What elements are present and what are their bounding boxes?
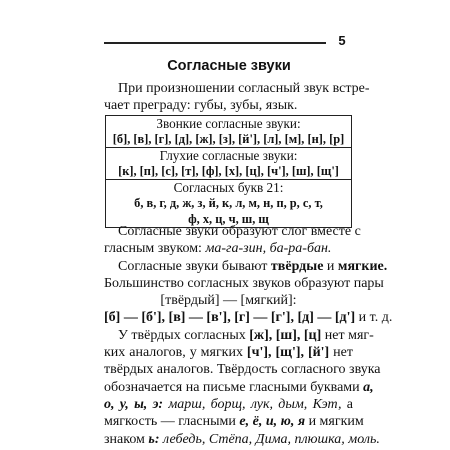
letters-cell <box>106 180 352 228</box>
pairs-tail: и т. д. <box>355 310 393 326</box>
section-title: Согласные звуки <box>167 58 291 74</box>
voiceless-row <box>106 148 352 180</box>
para1-line-2 <box>104 240 353 257</box>
intro-line-1: При произношении согласный звук встре- <box>118 81 370 96</box>
para3-line-7 <box>104 431 380 448</box>
para3-line-3: твёрдых аналогов. Твёрдость согласного звука <box>104 362 381 378</box>
letters-line-2: ф, х, ц, ч, ш, щ <box>188 211 269 226</box>
hard-only-sounds: [ж], [ш], [ц] <box>249 327 322 343</box>
para3-text: У твёрдых согласных <box>118 327 250 343</box>
soft-vowel-letters: е, ё, и, ю, я <box>239 414 306 430</box>
voiceless-cell <box>106 148 352 180</box>
voiceless-label: Глухие согласные звуки: <box>159 148 298 164</box>
soft-sign: ь: <box>148 431 160 447</box>
para3-line-2 <box>104 344 353 361</box>
voiced-label: Звонкие согласные звуки: <box>156 116 301 131</box>
intro-line-2: чает преграду: губы, зубы, язык. <box>104 98 298 114</box>
para3-text: мягкость — гласными <box>104 414 240 430</box>
para3-text: ких аналогов, у мягких <box>104 345 247 361</box>
hard-examples: марш, борщ, лук, дым, Кэт, <box>163 396 342 412</box>
hard-vowel-letters: о, у, ы, э: <box>104 396 164 412</box>
letters-label: Согласных букв 21: <box>173 180 284 196</box>
para3-line-1 <box>104 327 374 344</box>
para2-and: и <box>323 258 338 274</box>
hard-vowel-letters: а, <box>363 379 374 395</box>
voiceless-sounds: [к], [п], [с], [т], [ф], [х], [ц], [ч'], [ш], [щ'] <box>118 163 339 178</box>
term-hard: твёрдые <box>270 258 324 274</box>
para1-example: ма-га-зин, ба-ра-бан. <box>205 241 332 257</box>
para3-text: а <box>341 396 353 412</box>
para3-text: и мягким <box>305 414 364 430</box>
para1-text: гласным звуком: <box>104 241 206 257</box>
voiced-row <box>106 116 352 148</box>
soft-examples: лебедь, Стёпа, Дима, плюшка, моль. <box>159 431 380 447</box>
para3-text: обозначается на письме гласными буквами <box>104 379 364 395</box>
para3-line-4 <box>104 379 374 396</box>
para2-line-1 <box>104 258 388 275</box>
para2-text: Согласные звуки бывают <box>118 258 271 274</box>
body-text <box>104 223 393 448</box>
soft-only-sounds: [ч'], [щ'], [й'] <box>246 345 330 361</box>
para3-text: знаком <box>104 431 149 447</box>
para3-line-5 <box>104 396 353 413</box>
term-soft: мягкие. <box>337 258 388 274</box>
para3-text: нет <box>329 345 353 361</box>
para2-line-3: [твёрдый] — [мягкий]: <box>160 293 297 309</box>
para2-line-2: Большинство согласных звуков образуют пары <box>104 275 384 291</box>
para3-text: нет мяг- <box>321 327 374 343</box>
intro-paragraph <box>104 80 370 115</box>
letters-row <box>106 180 352 228</box>
voiced-sounds: [б], [в], [г], [д], [ж], [з], [й'], [л], [м], [н], [р] <box>112 131 345 146</box>
pairs-examples: [б] — [б'], [в] — [в'], [г] — [г'], [д] — [д'] <box>104 310 356 326</box>
letters-line-1: б, в, г, д, ж, з, й, к, л, м, н, п, р, с, т, <box>134 195 323 210</box>
consonants-table <box>105 115 352 228</box>
voiced-cell <box>106 116 352 148</box>
header-rule <box>104 42 326 44</box>
page-number: 5 <box>338 33 346 48</box>
para2-pairs <box>104 309 393 326</box>
para3-line-6 <box>104 413 364 430</box>
para1-line-1: Согласные звуки образуют слог вместе с <box>118 224 361 239</box>
